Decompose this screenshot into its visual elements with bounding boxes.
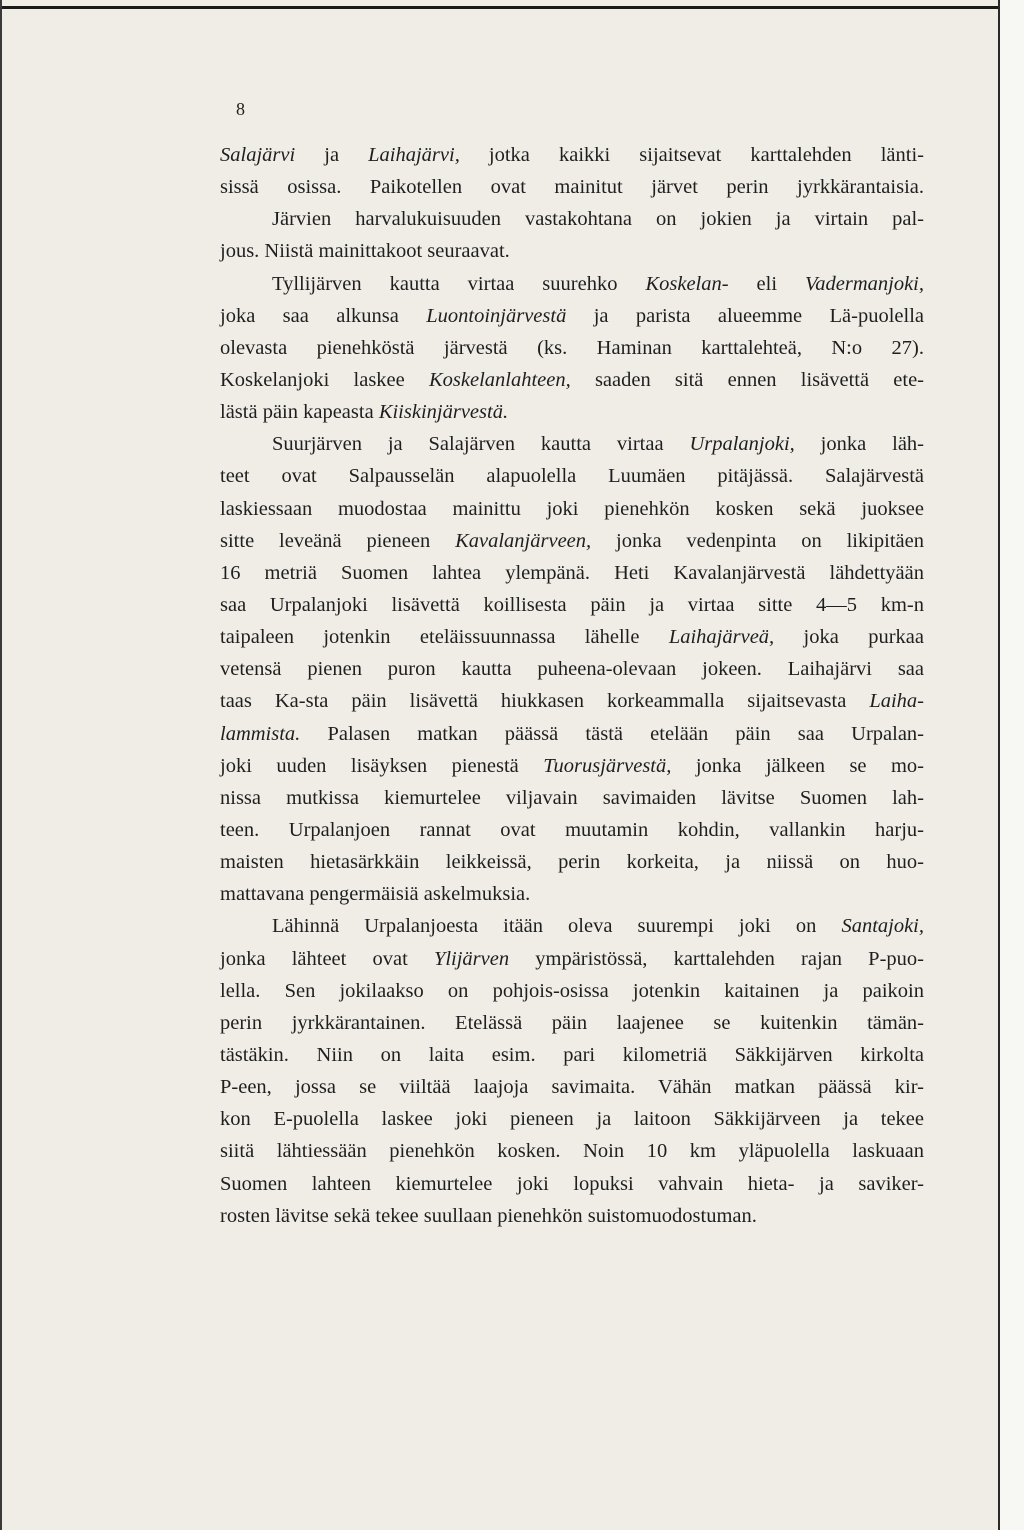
italic-place-name: Laihajärveä, [668, 626, 775, 649]
text-line [220, 1168, 924, 1200]
text-segment: Tyllijärven kautta virtaa suurehko [272, 272, 646, 295]
text-segment: Palasen matkan päässä tästä etelään päin saa Urpalan- [300, 722, 924, 745]
text-line [220, 525, 924, 557]
text-segment: P-een, jossa se viiltää laajoja savimaita. Vähän matkan päässä kir- [220, 1076, 924, 1099]
italic-place-name: Ylijärven [433, 947, 510, 970]
text-segment: teen. Urpalanjoen rannat ovat muutamin kohdin, vallankin harju- [220, 818, 924, 841]
text-segment: taipaleen jotenkin eteläissuunnassa lähelle [220, 626, 669, 649]
text-segment: ja parista alueemme Lä-puolella [566, 304, 924, 327]
text-segment: ympäristössä, karttalehden rajan P-puo- [509, 947, 924, 970]
text-segment: jonka vedenpinta on likipitäen [591, 529, 924, 552]
text-segment: joki uuden lisäyksen pienestä [220, 754, 544, 777]
italic-place-name: Koskelan- [645, 272, 729, 295]
text-segment: Lähinnä Urpalanjoesta itään oleva suurempi joki on [272, 915, 842, 938]
body-text [220, 139, 924, 1232]
text-line [220, 460, 924, 492]
italic-place-name: Koskelanlahteen, [428, 368, 571, 391]
text-segment: jous. Niistä mainittakoot seuraavat. [220, 240, 510, 263]
text-segment: joka purkaa [774, 626, 925, 649]
text-line [220, 1039, 924, 1071]
italic-place-name: Tuorusjärvestä, [543, 754, 672, 777]
text-segment: vetensä pienen puron kautta puheena-olevaan jokeen. Laihajärvi saa [220, 658, 924, 681]
text-segment: lästä päin kapeasta [220, 401, 379, 424]
text-segment: nissa mutkissa kiemurtelee viljavain savimaiden lävitse Suomen lah- [220, 786, 924, 809]
text-segment: olevasta pienehköstä järvestä (ks. Haminan karttalehteä, N:o 27). [220, 336, 924, 359]
italic-place-name: Kavalanjärveen, [455, 529, 592, 552]
text-segment: jotka kaikki sijaitsevat karttalehden länti- [459, 144, 924, 166]
text-segment: taas Ka-sta päin lisävettä hiukkasen korkeammalla sijaitsevasta [220, 690, 870, 713]
text-line [220, 846, 924, 878]
text-line [220, 203, 924, 235]
text-line [220, 975, 924, 1007]
text-segment: jonka jälkeen se mo- [671, 754, 924, 777]
text-line [220, 1071, 924, 1103]
text-segment: perin jyrkkärantainen. Etelässä päin laajenee se kuitenkin tämän- [220, 1011, 924, 1034]
text-segment: tästäkin. Niin on laita esim. pari kilometriä Säkkijärven kirkolta [220, 1043, 924, 1066]
text-line [220, 300, 924, 332]
italic-place-name: Urpalanjoki, [689, 433, 795, 456]
text-segment: siitä lähtiessään pienehkön kosken. Noin 10 km yläpuolella laskuaan [220, 1140, 924, 1163]
text-line [220, 268, 924, 300]
text-segment: jonka lähteet ovat [220, 947, 434, 970]
text-line [220, 557, 924, 589]
text-line [220, 1103, 924, 1135]
text-line [220, 750, 924, 782]
text-line [220, 364, 924, 396]
text-line [220, 396, 924, 428]
text-segment: sissä osissa. Paikotellen ovat mainitut järvet perin jyrkkärantaisia. [220, 176, 924, 199]
italic-place-name: Laiha- [869, 690, 924, 713]
text-line [220, 589, 924, 621]
text-line [220, 1007, 924, 1039]
text-line [220, 139, 924, 171]
text-line [220, 1135, 924, 1167]
scan-margin-right [1000, 0, 1024, 1530]
text-segment: jonka läh- [794, 433, 924, 456]
text-segment: teet ovat Salpausselän alapuolella Luumäen pitäjässä. Salajärvestä [220, 465, 924, 488]
text-line [220, 621, 924, 653]
scan-frame-left-edge [0, 0, 2, 1530]
text-segment: sitte leveänä pieneen [220, 529, 456, 552]
text-line [220, 782, 924, 814]
text-segment: eli [728, 272, 805, 295]
text-line [220, 235, 924, 267]
text-segment: saaden sitä ennen lisävettä ete- [570, 368, 925, 391]
text-line [220, 718, 924, 750]
text-line [220, 653, 924, 685]
text-segment: Suomen lahteen kiemurtelee joki lopuksi vahvain hieta- ja saviker- [220, 1172, 924, 1195]
text-line [220, 332, 924, 364]
italic-place-name: Vadermanjoki, [805, 272, 924, 295]
text-segment: Koskelanjoki laskee [220, 368, 429, 391]
text-segment: mattavana pengermäisiä askelmuksia. [220, 883, 531, 906]
italic-place-name: Kiiskinjärvestä. [378, 401, 509, 424]
italic-place-name: Salajärvi [220, 144, 296, 166]
text-segment: Suurjärven ja Salajärven kautta virtaa [272, 433, 690, 456]
text-segment: lella. Sen jokilaakso on pohjois-osissa jotenkin kaitainen ja paikoin [220, 979, 924, 1002]
italic-place-name: lammista. [220, 722, 301, 745]
text-line [220, 943, 924, 975]
text-segment: 16 metriä Suomen lahtea ylempänä. Heti Kavalanjärvestä lähdettyään [220, 561, 924, 584]
text-line [220, 878, 924, 910]
text-segment: laskiessaan muodostaa mainittu joki pienehkön kosken sekä juoksee [220, 497, 924, 520]
italic-place-name: Laihajärvi, [368, 144, 460, 166]
text-line [220, 814, 924, 846]
text-segment: joka saa alkunsa [220, 304, 427, 327]
italic-place-name: Santajoki, [841, 915, 924, 938]
text-segment: ja [295, 144, 369, 166]
text-segment: kon E-puolella laskee joki pieneen ja laitoon Säkkijärveen ja tekee [220, 1108, 924, 1131]
text-segment: rosten lävitse sekä tekee suullaan pienehkön suistomuodostuman. [220, 1204, 757, 1227]
text-segment: Järvien harvalukuisuuden vastakohtana on jokien ja virtain pal- [272, 208, 924, 231]
text-line [220, 1200, 924, 1232]
text-line [220, 171, 924, 203]
scan-frame-top-edge [0, 6, 1000, 9]
italic-place-name: Luontoinjärvestä [426, 304, 567, 327]
text-line [220, 685, 924, 717]
page-number: 8 [236, 99, 246, 119]
text-line [220, 493, 924, 525]
text-segment: maisten hietasärkkäin leikkeissä, perin korkeita, ja niissä on huo- [220, 851, 924, 874]
text-segment: saa Urpalanjoki lisävettä koillisesta päin ja virtaa sitte 4—5 km-n [220, 593, 924, 616]
text-line [220, 428, 924, 460]
text-line [220, 910, 924, 942]
